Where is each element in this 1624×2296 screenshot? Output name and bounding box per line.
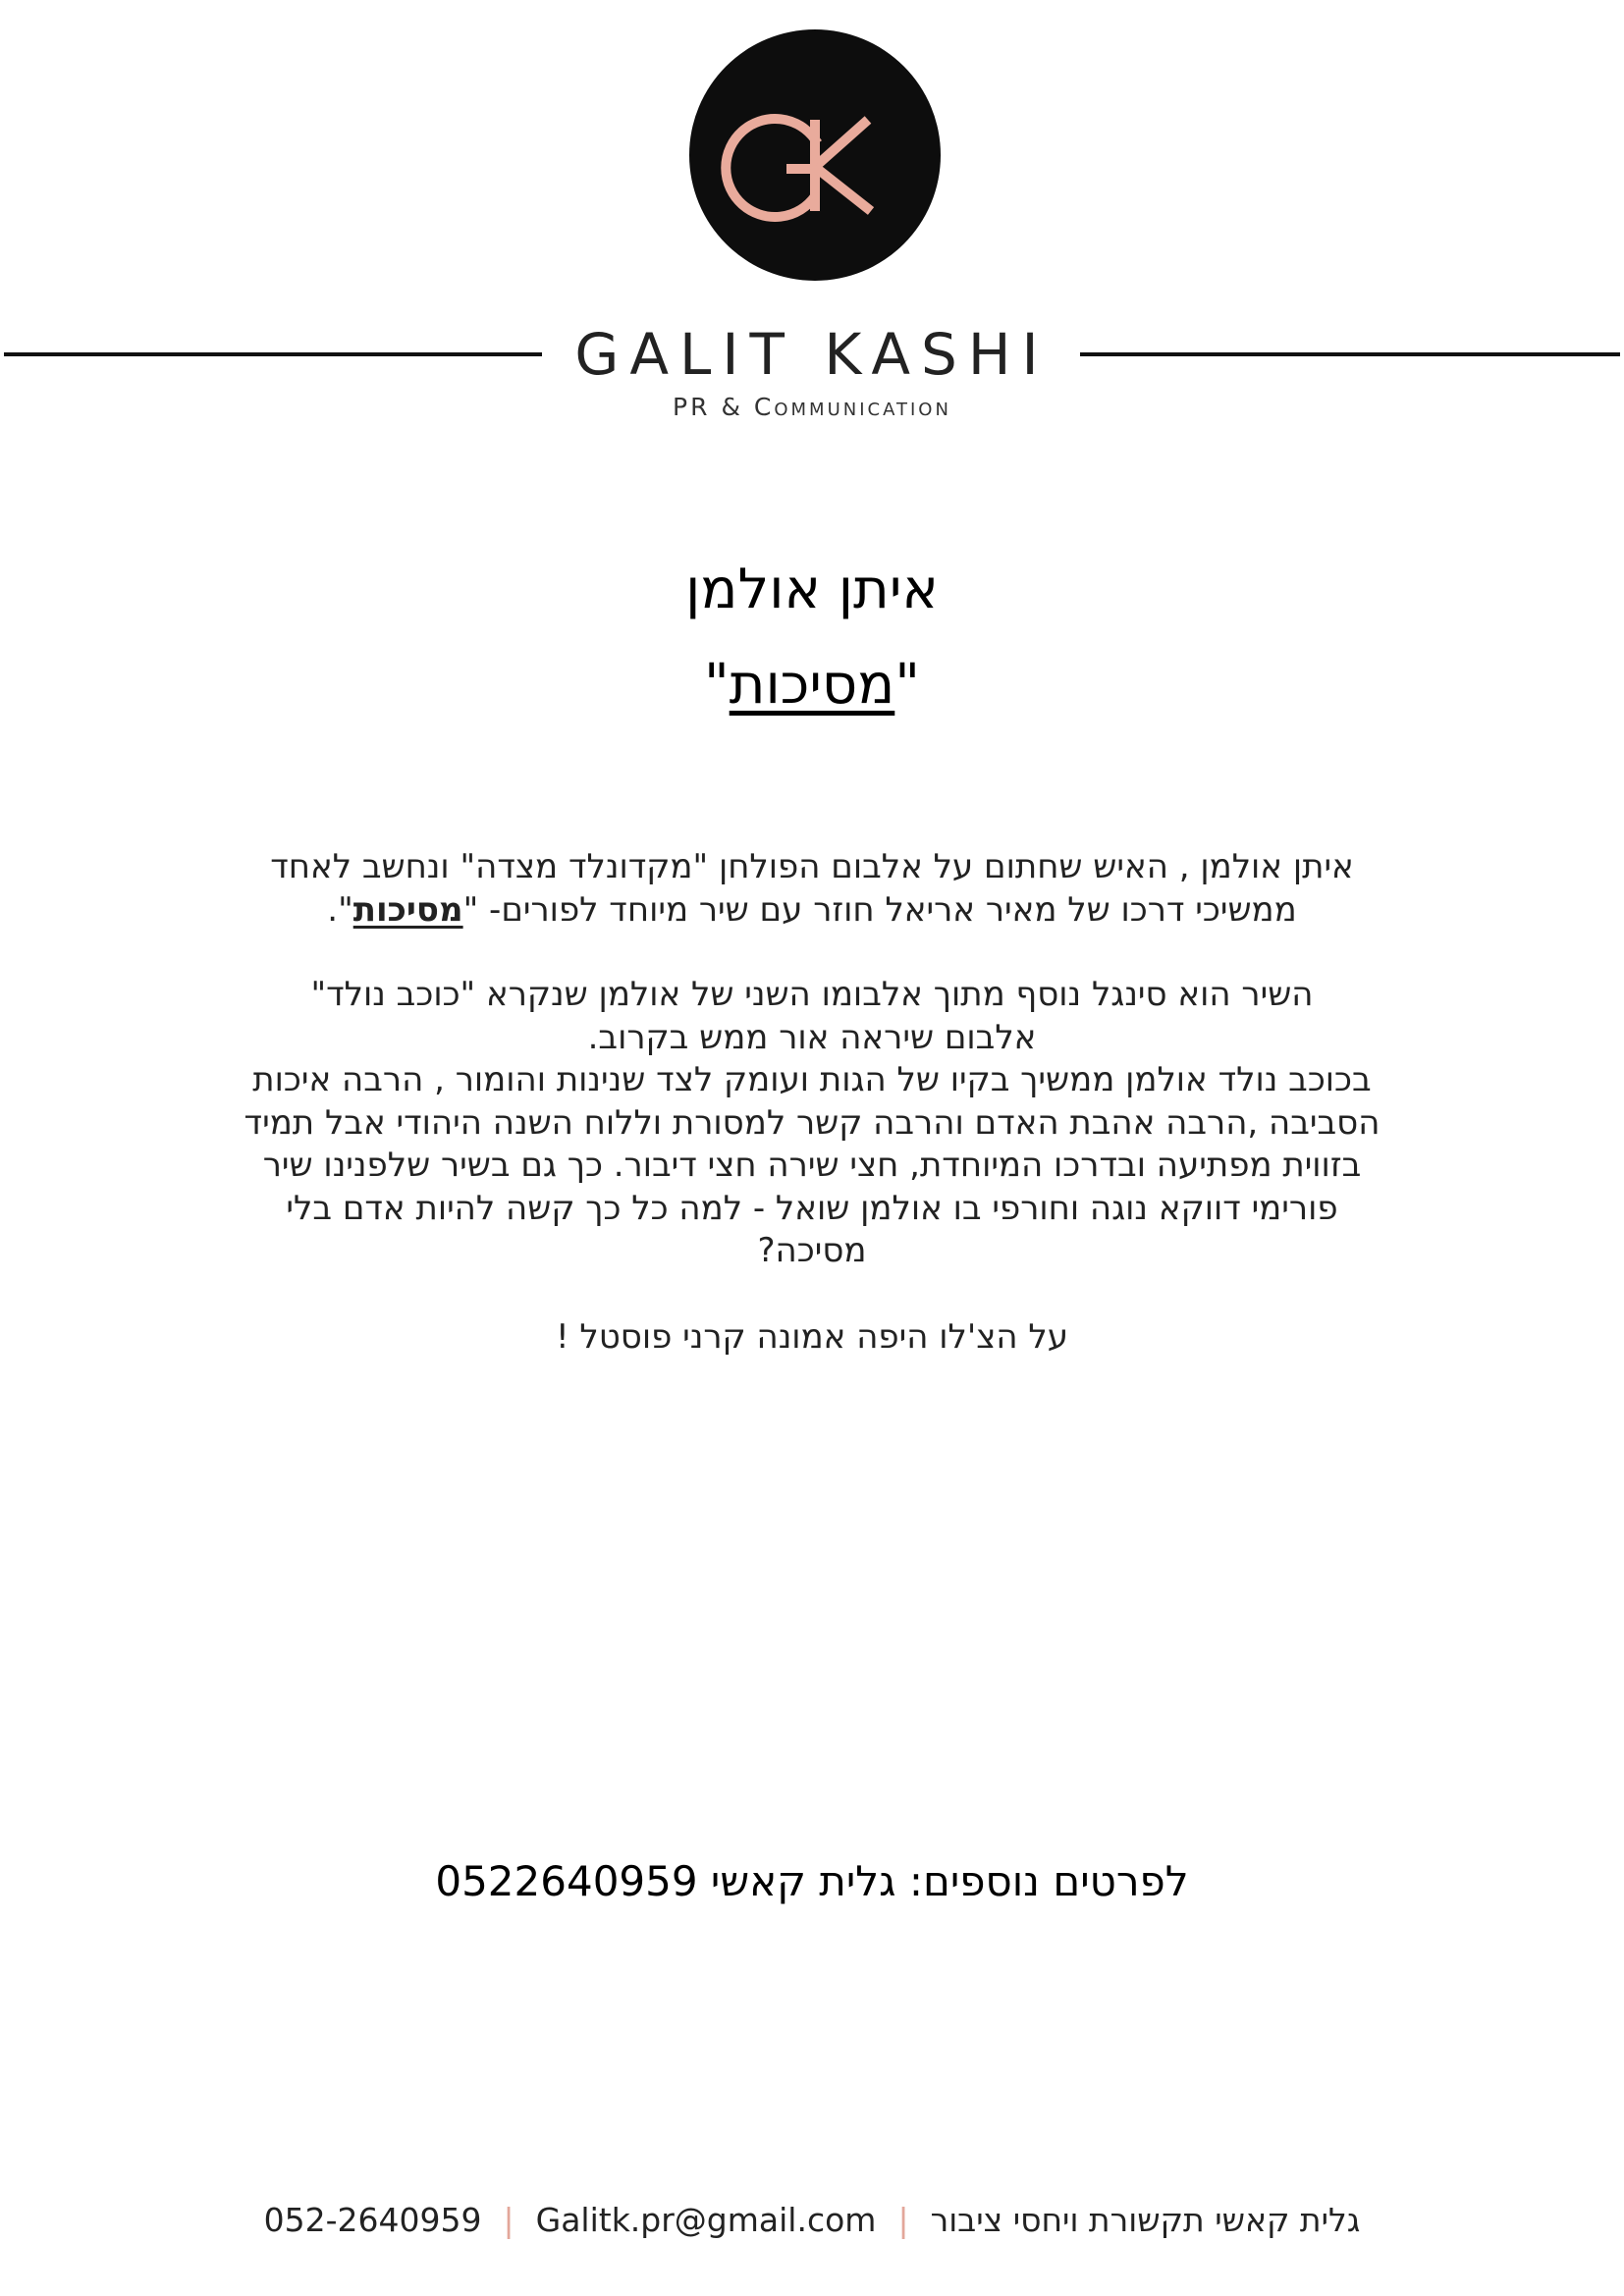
divider-left — [4, 352, 542, 356]
footer-org: גלית קאשי תקשורת ויחסי ציבור — [930, 2201, 1361, 2239]
intro-text: איתן אולמן , האיש שחתום על אלבום הפולחן "מקדונלד מצדה" ונחשב לאחד ממשיכי דרכו של מאיר אריאל חוזר עם שיר מיוחד לפורים- " — [270, 847, 1354, 930]
quote-open: " — [894, 653, 921, 717]
paragraph-intro — [236, 846, 1388, 932]
page-title: איתן אולמן — [685, 558, 939, 621]
brand-row — [0, 320, 1624, 389]
song-title — [0, 653, 1624, 717]
divider-right — [1080, 352, 1620, 356]
logo — [689, 29, 941, 281]
intro-song-name: מסיכות — [352, 889, 463, 930]
brand-subtitle: PR & Communication — [673, 393, 951, 421]
press-release-body — [236, 846, 1388, 1359]
footer-separator: | — [503, 2201, 514, 2239]
paragraph-credit: על הצ'לו היפה אמונה קרני פוסטל ! — [555, 1316, 1069, 1357]
footer-email: Galitk.pr@gmail.com — [535, 2201, 877, 2239]
quote-close: " — [703, 653, 730, 717]
footer-separator: | — [897, 2201, 909, 2239]
song-title-text: מסיכות — [729, 653, 895, 717]
intro-end: ". — [327, 889, 353, 930]
brand-name: GALIT KASHI — [574, 321, 1050, 388]
paragraph-album: בכוכב נולד אולמן ממשיך בקיו של הגות ועומק לצד שנינות והומור , הרבה איכות הסביבה ,הרבה אהבת האדם והרבה קשר למסורת וללוח השנה היהודי אבל תמיד בזווית מפתיעה ובדרכו המיוחדת, חצי שירה חצי דיבור. כך גם בשיר שלפנינו שיר פורימי דווקא נוגה וחורפי בו אולמן שואל - למה כל כך קשה להיות אדם בלי מסיכה? — [244, 1060, 1380, 1270]
paragraph-single-line-1: השיר הוא סינגל נוסף מתוך אלבומו השני של אולמן שנקרא "כוכב נולד" — [310, 975, 1314, 1014]
gk-monogram-icon — [689, 29, 941, 281]
paragraph-single-line-2: אלבום שיראה אור ממש בקרוב. — [587, 1017, 1037, 1057]
contact-line: לפרטים נוספים: גלית קאשי 0522640959 — [435, 1857, 1189, 1905]
footer-phone: 052-2640959 — [263, 2201, 482, 2239]
footer — [0, 2201, 1624, 2239]
